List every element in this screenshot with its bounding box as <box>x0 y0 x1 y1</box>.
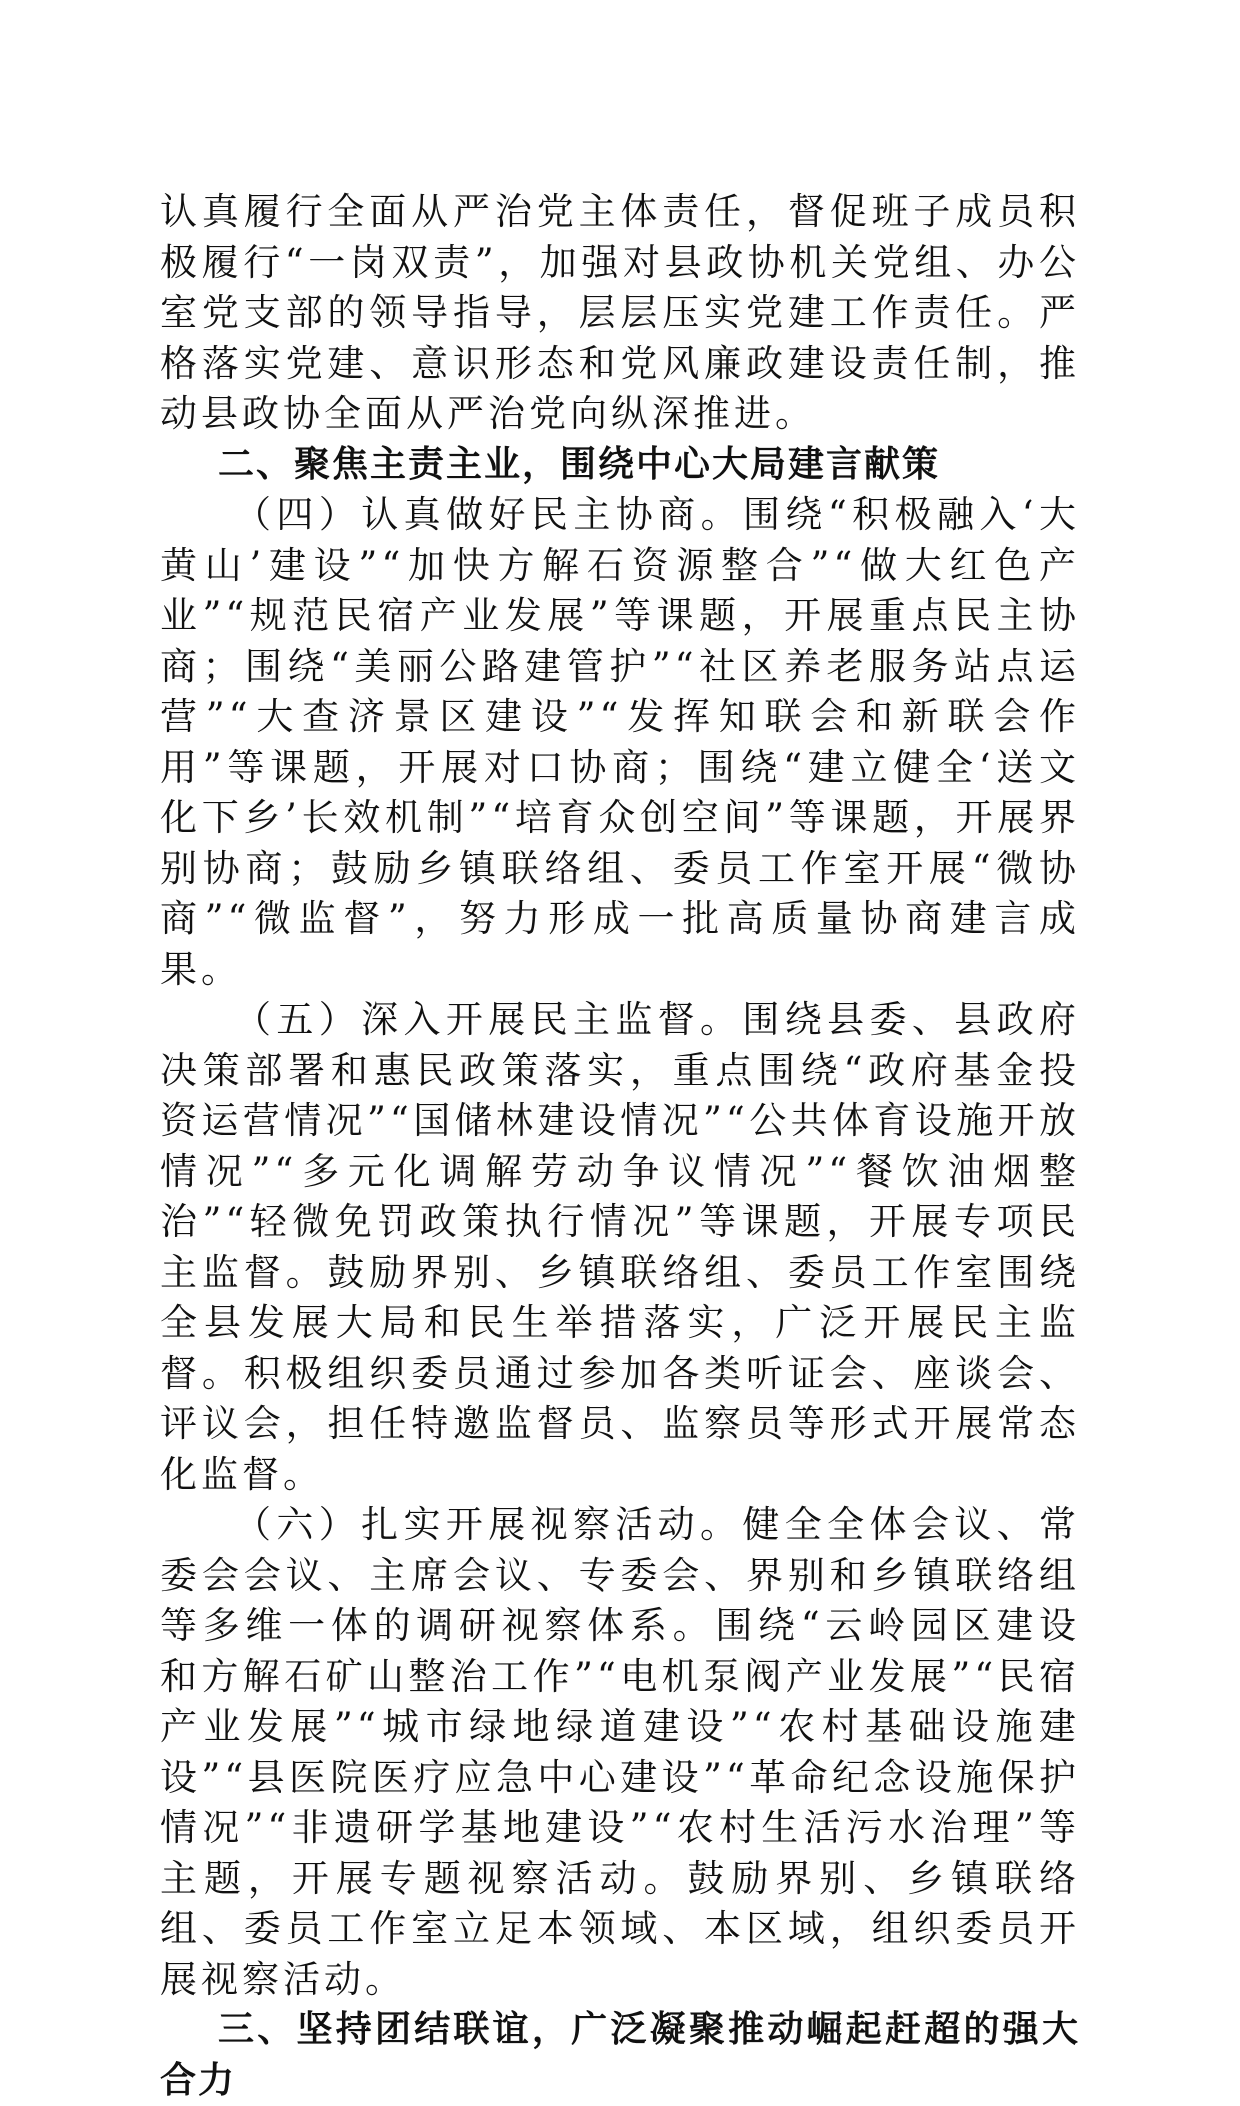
section-heading-two: 二、聚焦主责主业，围绕中心大局建言献策 <box>218 443 941 485</box>
paragraph-inspection-activities: （六）扎实开展视察活动。健全全体会议、常委会会议、主席会议、专委会、界别和乡镇联络组等多维一体的调研视察体系。围绕“云岭园区建设和方解石矿山整治工作”“电机泵阀产业发展”“民宿产业发展”“城市绿地绿道建设”“农村基础设施建设”“县医院医疗应急中心建设”“革命纪念设施保护情况”“非遗研学基地建设”“农村生活污水治理”等主题，开展专题视察活动。鼓励界别、乡镇联络组、委员工作室立足本领域、本区域，组织委员开展视察活动。 <box>160 1503 1080 2001</box>
section-heading-three: 三、坚持团结联谊，广泛凝聚推动崛起赶超的强大合力 <box>160 2009 1080 2101</box>
document-body <box>160 187 1080 2106</box>
paragraph-democratic-supervision: （五）深入开展民主监督。围绕县委、县政府决策部署和惠民政策落实，重点围绕“政府基金投资运营情况”“国储林建设情况”“公共体育设施开放情况”“多元化调解劳动争议情况”“餐饮油烟整治”“轻微免罚政策执行情况”等课题，开展专项民主监督。鼓励界别、乡镇联络组、委员工作室围绕全县发展大局和民生举措落实，广泛开展民主监督。积极组织委员通过参加各类听证会、座谈会、评议会，担任特邀监督员、监察员等形式开展常态化监督。 <box>160 998 1080 1496</box>
paragraph-party-responsibility: 认真履行全面从严治党主体责任，督促班子成员积极履行“一岗双责”，加强对县政协机关党组、办公室党支部的领导指导，层层压实党建工作责任。严格落实党建、意识形态和党风廉政建设责任制，推动县政协全面从严治党向纵深推进。 <box>160 190 1080 435</box>
paragraph-democratic-consultation: （四）认真做好民主协商。围绕“积极融入‘大黄山’建设”“加快方解石资源整合”“做大红色产业”“规范民宿产业发展”等课题，开展重点民主协商；围绕“美丽公路建管护”“社区养老服务站点运营”“大查济景区建设”“发挥知联会和新联会作用”等课题，开展对口协商；围绕“建立健全‘送文化下乡’长效机制”“培育众创空间”等课题，开展界别协商；鼓励乡镇联络组、委员工作室开展“微协商”“微监督”，努力形成一批高质量协商建言成果。 <box>160 493 1080 991</box>
